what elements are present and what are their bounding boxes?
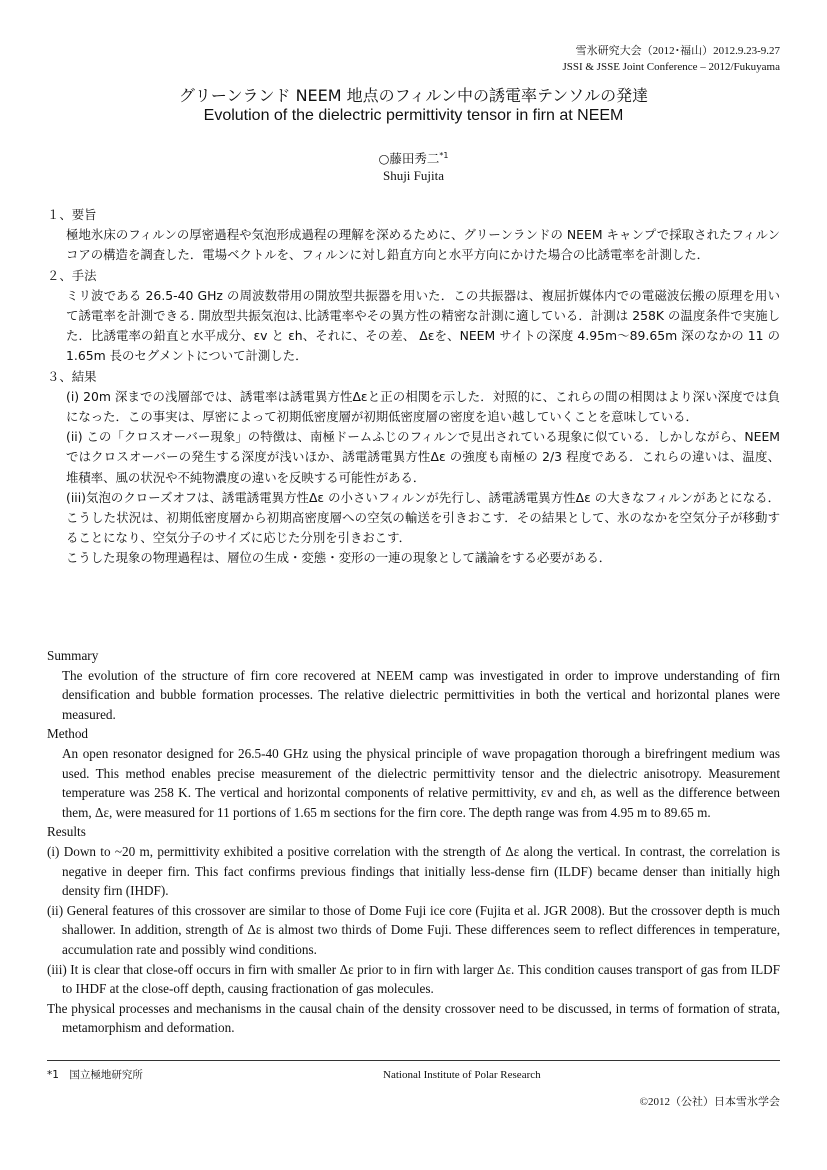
ja-result-1: (i) 20m 深までの浅層部では、誘電率は誘電異方性Δεと正の相関を示した．対照的に、これらの間の相関はより深い深度では負になった．この事実は、厚密によって初期低密度層が初期低密度層の密度を追い越していくことを意味している． — [66, 388, 780, 425]
affiliation-mark: *1 — [439, 151, 449, 160]
ja-summary-text: 極地氷床のフィルンの厚密過程や気泡形成過程の理解を深めるために、グリーンランドの NEEM キャンプで採取されたフィルンコアの構造を調査した．電場ベクトルを、フィルンに対し鉛直方向と水平方向にかけた場合の比誘電率を計測した． — [66, 227, 780, 263]
english-abstract — [47, 646, 780, 1038]
ja-conclusion: こうした現象の物理過程は、層位の生成・変態・変形の一連の現象として議論をする必要がある． — [66, 550, 612, 566]
en-result-1: (i) Down to ~20 m, permittivity exhibited a positive correlation with the strength of Δε along the vertical. In contrast, the correlation is negative in deeper firn. This fact confirms previous findings that initially less-dense firn (ILDF) became denser than initially high density firn (IHDF). — [47, 843, 780, 899]
ja-method-text: ミリ波である 26.5-40 GHz の周波数帯用の開放型共振器を用いた．この共振器は、複屈折媒体内での電磁波伝搬の原理を用いて誘電率を計測できる. 開放型共振気泡は､比誘電率やその異方性の精密な計測に適している．計測は 258K の温度条件で実施した．比誘電率の鉛直と水平成分、εv と εh、それに、その差、 Δεを、NEEM サイトの深度 4.95m〜89.65m 深のなかの 11 の 1.65m 長のセグメントについて計測した． — [66, 287, 780, 364]
conference-line-en: JSSI & JSSE Joint Conference – 2012/Fukuyama — [562, 61, 780, 73]
conference-line-ja: 雪氷研究大会（2012･福山）2012.9.23-9.27 — [575, 45, 780, 57]
ja-result-3: (iii)気泡のクローズオフは、誘電誘電異方性Δε の小さいフィルンが先行し、誘電誘電異方性Δε の大きなフィルンがあとになる．こうした状況は、初期低密度層から初期高密度層への空気の輸送を引きおこす．その結果として、氷のなかを空気分子が移動することになり、空気分子のサイズに応じた分別を引きおこす． — [66, 489, 780, 546]
footnote-affiliation-en: National Institute of Polar Research — [383, 1069, 541, 1081]
author-english: Shuji Fujita — [382, 168, 445, 183]
en-method-heading: Method — [47, 726, 89, 742]
en-result-3: (iii) It is clear that close-off occurs in firn with smaller Δε prior to in firn with larger Δε. This condition causes transport of gas from ILDF to IHDF at the close-off depth, causing fractionation of gas molecules. — [47, 961, 780, 997]
ja-summary-heading: １、要旨 — [47, 207, 97, 222]
footer-divider — [47, 1060, 780, 1061]
ja-results-heading: ３、結果 — [47, 368, 97, 384]
en-summary-text: The evolution of the structure of firn core recovered at NEEM camp was investigated in order to improve understanding of firn densification and bubble formation processes. The relative dielectric permittivities in both the vertical and horizontal planes were measured. — [62, 667, 780, 722]
copyright-notice: ©2012（公社）日本雪氷学会 — [639, 1096, 780, 1108]
en-conclusion: The physical processes and mechanisms in the causal chain of the density crossover need to be discussed, in terms of formation of strata, metamorphism and deformation. — [47, 1000, 780, 1036]
ja-result-2: (ii) この「クロスオーバー現象」の特徴は、南極ドームふじのフィルンで見出されている現象に似ている．しかしながら、NEEM ではクロスオーバーの発生する深度が浅いほか、誘電誘電異方性Δε の強度も南極の 2/3 程度である．これらの違いは、温度、堆積率、風の状況や不純物濃度の違いを反映する可能性がある． — [66, 429, 780, 485]
title-japanese: グリーンランド NEEM 地点のフィルン中の誘電率テンソルの発達 — [178, 86, 649, 105]
ja-method-heading: ２、手法 — [47, 267, 97, 283]
en-method-text: An open resonator designed for 26.5-40 GHz using the physical principle of wave propagation thorough a birefringent medium was used. This method enables precise measurement of the dielectric permittivity tensor and the dielectric anisotropy. Measurement temperature was 258 K. The vertical and horizontal components of relative permittivity, εv and εh, as well as the difference between them, Δε, were measured for 11 portions of 1.65 m sections for the firn core. The depth range was from 4.95 m to 89.65 m. — [62, 745, 780, 820]
en-result-2: (ii) General features of this crossover are similar to those of Dome Fuji ice core (Fujita et al. JGR 2008). But the crossover depth is much shallower. In addition, strength of Δε is almost two thirds of Dome Fuji. These differences seem to reflect differences in temperature, accumulation rate and possibly wind conditions. — [47, 902, 780, 957]
en-results-heading: Results — [47, 824, 86, 840]
title-english: Evolution of the dielectric permittivity tensor in firn at NEEM — [203, 107, 624, 124]
author-name-ja: ○藤田秀二 — [378, 151, 440, 167]
footnote-affiliation-ja: *1 国立極地研究所 — [47, 1069, 143, 1081]
japanese-abstract — [47, 205, 780, 569]
en-summary-heading: Summary — [47, 648, 99, 663]
author-japanese — [0, 147, 827, 168]
